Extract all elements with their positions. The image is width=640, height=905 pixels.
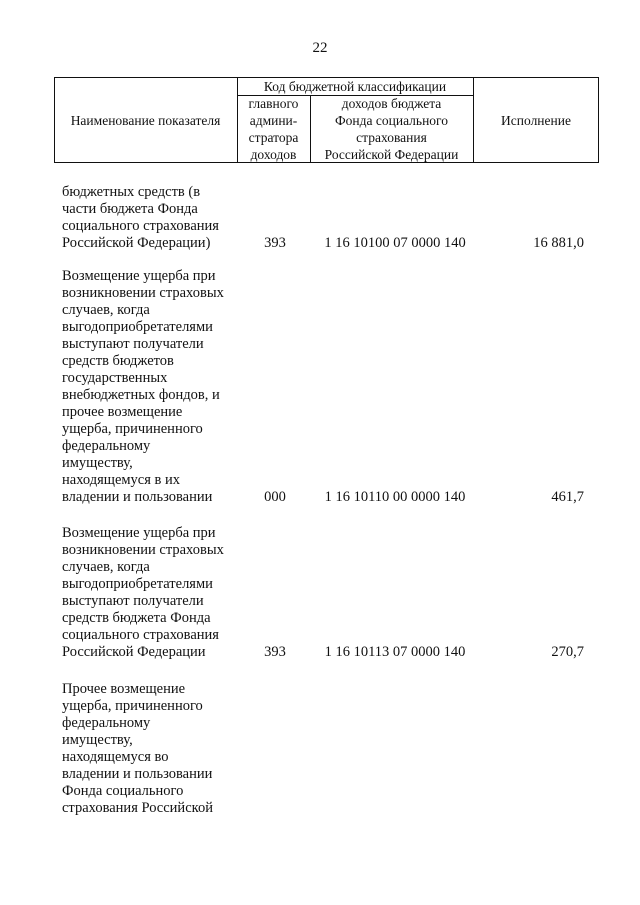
row-name-line: Прочее возмещение: [62, 681, 186, 697]
row-name-line: Возмещение ущерба при: [62, 268, 216, 284]
header-income-line: страхования: [356, 130, 427, 145]
header-exec-label: Исполнение: [501, 112, 571, 128]
row-income-code: 1 16 10110 00 0000 140: [324, 489, 466, 505]
header-code-group: [237, 77, 473, 95]
row-income-code: 1 16 10100 07 0000 140: [324, 235, 466, 251]
table-row: [0, 525, 640, 665]
row-name-line: социального страхования: [62, 218, 219, 234]
header-income-line: доходов бюджета: [341, 96, 442, 111]
row-name-line: федеральному: [62, 438, 151, 454]
table-row: [0, 184, 640, 254]
row-name-line: возникновении страховых: [62, 285, 224, 301]
row-admin-code: 393: [264, 235, 286, 251]
row-name: [62, 681, 252, 817]
row-name-line: Фонда социального: [62, 783, 184, 799]
row-name-line: ущерба, причиненного: [62, 421, 203, 437]
row-name-line: Российской Федерации): [62, 235, 211, 251]
page-number: 22: [312, 40, 328, 56]
row-admin-code: 000: [264, 489, 286, 505]
row-name-line: бюджетных средств (в: [62, 184, 201, 200]
header-name-column: [54, 77, 237, 163]
row-name-line: части бюджета Фонда: [62, 201, 198, 217]
row-name-line: находящемуся во: [62, 749, 169, 765]
row-name-line: возникновении страховых: [62, 542, 224, 558]
header-income-line: Российской Федерации: [324, 147, 459, 162]
row-name-line: средств бюджета Фонда: [62, 610, 211, 626]
row-name: [62, 268, 252, 506]
header-name-label: Наименование показателя: [70, 112, 221, 128]
header-admin-line: админи-: [249, 113, 298, 128]
row-name-line: случаев, когда: [62, 302, 150, 318]
header-admin-line: доходов: [250, 147, 297, 162]
row-admin-code: 393: [264, 644, 286, 660]
header-exec-column: [473, 77, 599, 163]
row-name-line: государственных: [62, 370, 168, 386]
header-code-group-label: Код бюджетной классификации: [263, 78, 447, 94]
row-name-line: средств бюджетов: [62, 353, 174, 369]
row-name-line: внебюджетных фондов, и: [62, 387, 220, 403]
row-name-line: социального страхования: [62, 627, 219, 643]
row-exec-value: 16 881,0: [533, 235, 584, 251]
row-name-line: страхования Российской: [62, 800, 213, 816]
row-name-line: выступают получатели: [62, 593, 204, 609]
table-row: [0, 268, 640, 508]
row-name-line: владении и пользовании: [62, 489, 213, 505]
row-exec-value: 461,7: [551, 489, 584, 505]
row-name: [62, 525, 252, 661]
row-name-line: случаев, когда: [62, 559, 150, 575]
header-admin-line: главного: [248, 96, 299, 111]
row-name-line: выгодоприобретателями: [62, 319, 213, 335]
header-admin-line: стратора: [248, 130, 299, 145]
row-name-line: владении и пользовании: [62, 766, 213, 782]
table-header: [54, 77, 599, 163]
table-row: [0, 681, 640, 821]
row-name-line: федеральному: [62, 715, 151, 731]
row-name-line: выступают получатели: [62, 336, 204, 352]
header-admin-column: [237, 95, 310, 163]
row-name-line: Возмещение ущерба при: [62, 525, 216, 541]
row-name-line: имуществу,: [62, 732, 133, 748]
header-income-column: [310, 95, 473, 163]
row-name-line: имуществу,: [62, 455, 133, 471]
row-income-code: 1 16 10113 07 0000 140: [324, 644, 466, 660]
row-name-line: ущерба, причиненного: [62, 698, 203, 714]
row-exec-value: 270,7: [551, 644, 584, 660]
row-name-line: Российской Федерации: [62, 644, 206, 660]
header-income-line: Фонда социального: [335, 113, 448, 128]
row-name-line: прочее возмещение: [62, 404, 183, 420]
row-name-line: находящемуся в их: [62, 472, 181, 488]
row-name: [62, 184, 252, 252]
row-name-line: выгодоприобретателями: [62, 576, 213, 592]
